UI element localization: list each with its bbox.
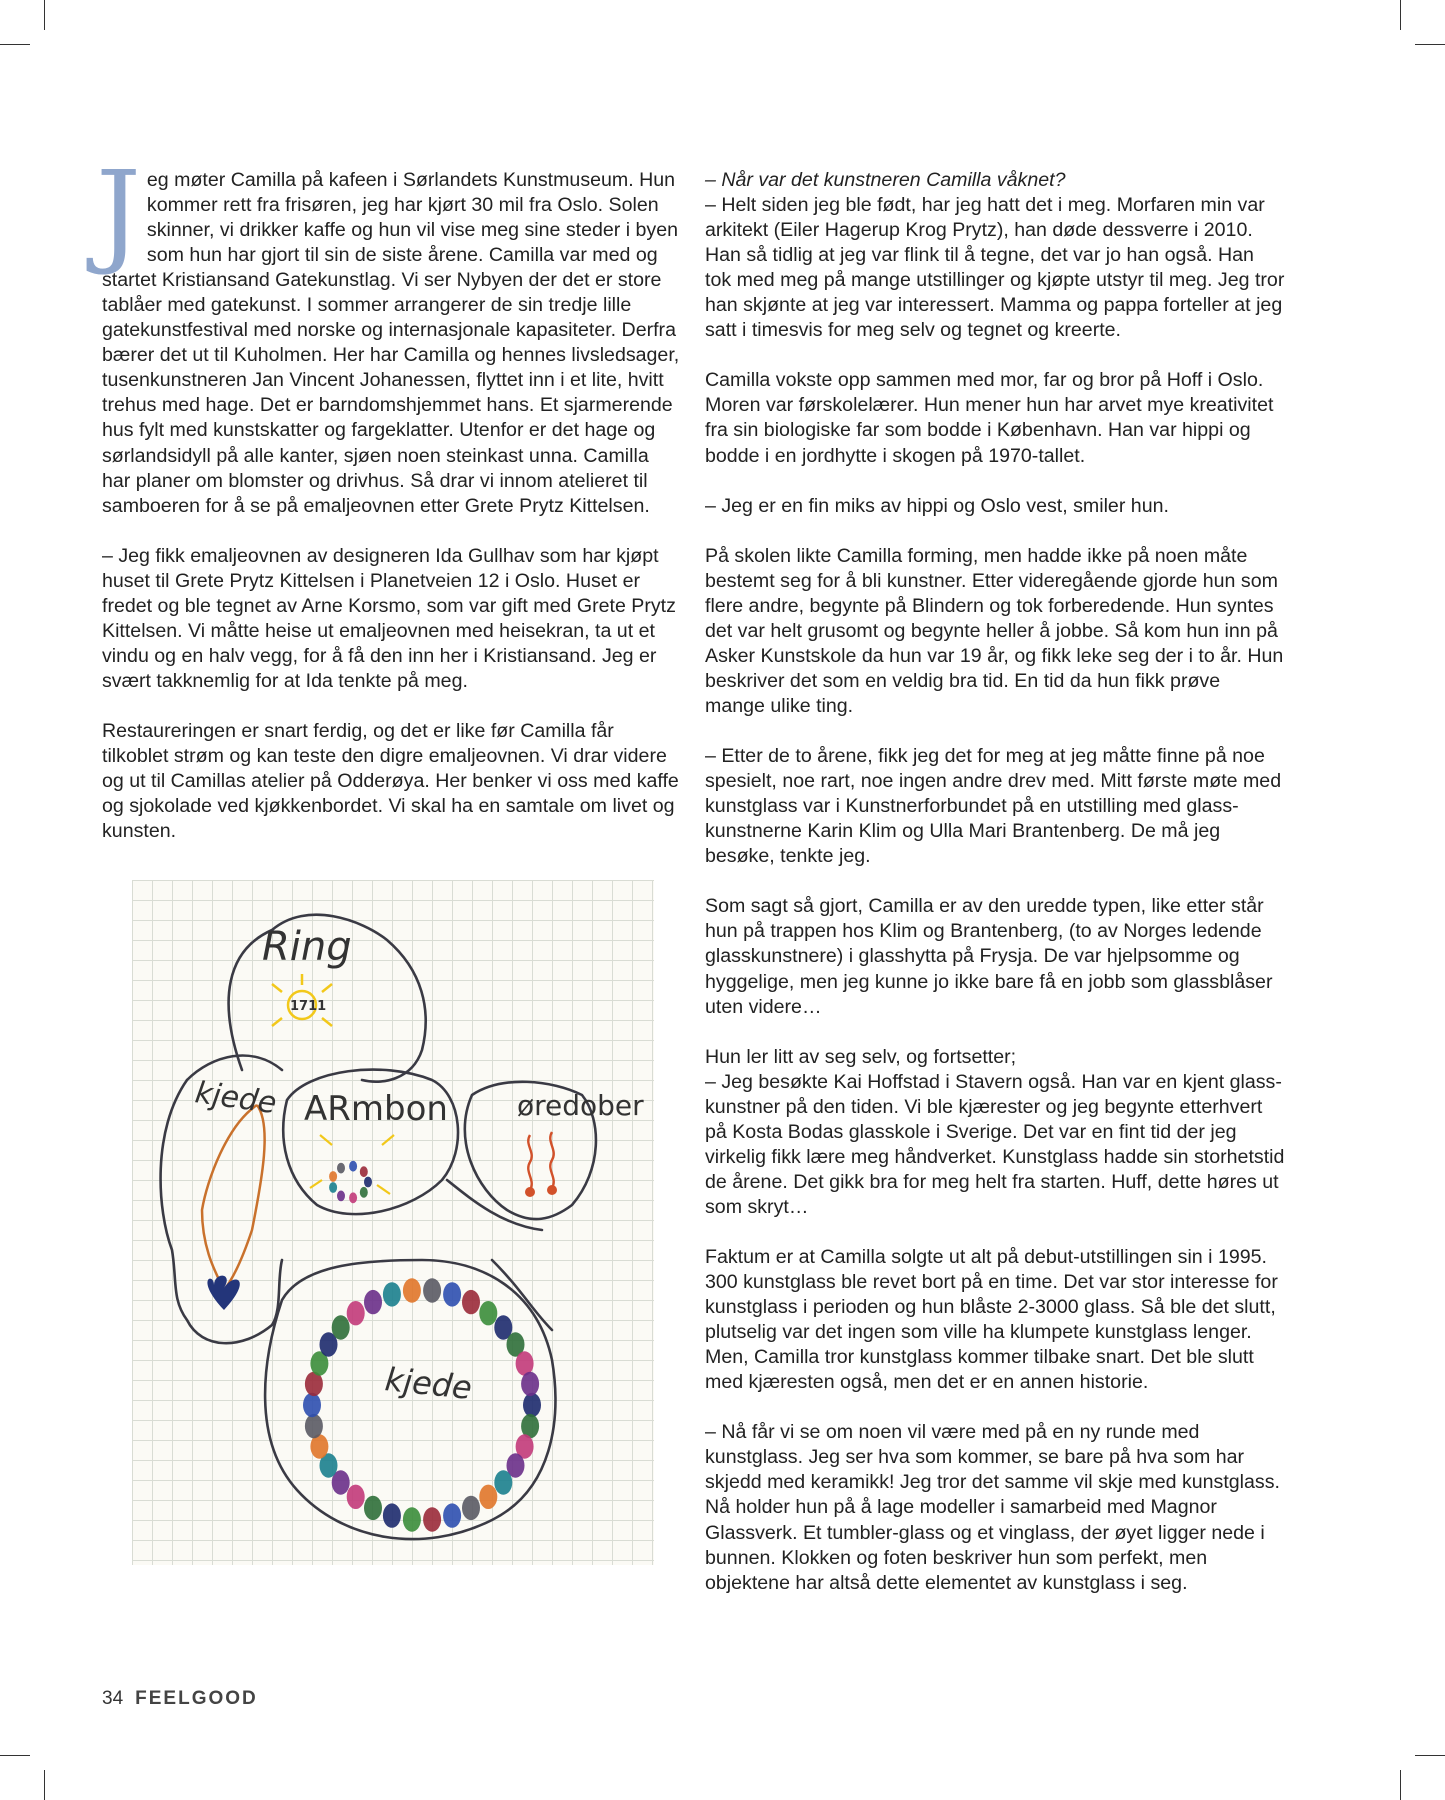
- bead: [347, 1485, 365, 1509]
- article-left-column: [96, 148, 682, 869]
- question-text: – Når var det kunstneren Camilla våknet?: [705, 169, 1066, 191]
- bead: [360, 1187, 368, 1198]
- child-drawing-jewelry: [132, 880, 654, 1565]
- crop-mark: [44, 1770, 45, 1800]
- article-right-column: [705, 168, 1285, 1621]
- bead: [303, 1393, 321, 1417]
- crop-mark: [1400, 0, 1401, 30]
- bead: [332, 1315, 350, 1339]
- drawing-label-armbon: ARmbon: [304, 1089, 448, 1129]
- necklace-beads: [303, 1278, 541, 1531]
- bead: [349, 1161, 357, 1172]
- paragraph: – Nå får vi se om noen vil være med på en ny runde med kunstglass. Jeg ser hva som kommer, se bare på hva som har skjedd med keramikk! Jeg tror det samme vil skje med kunstglass. Nå holder hun på å lage modeller i samarbeid med Magnor Glassverk. Et tumbler-glass og et vinglass, der øyet ligger nede i bunnen. Klokken og foten beskriver hun som perfekt, men objektene har altså dette elementet av kunstglass i seg.: [705, 1421, 1280, 1594]
- bead: [305, 1414, 323, 1438]
- earrings-doodle: [528, 1132, 553, 1190]
- bead: [523, 1393, 541, 1417]
- bead: [443, 1503, 461, 1527]
- crop-mark: [1415, 44, 1445, 45]
- paragraph-text: – Jeg besøkte Kai Hoffstad i Stavern også. Han var en kjent glass-kunstner på den tiden. Vi ble kjærester og jeg begynte etterhvert på Kosta Bodas glasskole i Sverige. Det var en fint tid der jeg virkelig fikk lære meg håndverket. Kunstglass hadde sin storhetstid de årene. Det gikk bra for meg helt fra starten. Huff, dette høres ut som skryt…: [705, 1070, 1285, 1218]
- drawing-label-ring: Ring: [262, 924, 352, 970]
- bead: [347, 1301, 365, 1325]
- bead: [462, 1290, 480, 1314]
- bead: [494, 1470, 512, 1494]
- bead: [329, 1182, 337, 1193]
- bracelet-beads: [329, 1161, 372, 1203]
- answer-text: – Helt siden jeg ble født, har jeg hatt det i meg. Morfaren min var arkitekt (Eiler Hagerup Krog Prytz), han døde dessverre i 2010. Han så tidlig at jeg var flink til å tegne, det var jo han også. Han tok med meg på mange utstillinger og kjøpte utstyr til meg. Jeg tror han skjønte at jeg var interessert. Mamma og pappa forteller at jeg satt i timesvis for meg selv og tegnet og kreerte.: [705, 194, 1285, 342]
- paragraph: – Etter de to årene, fikk jeg det for meg at jeg måtte finne på noe spesielt, noe rart, noe ingen andre drev med. Mitt første møte med kunstglass var i Kunstnerforbundet på en utstilling med glass-kunstnerne Karin Klim og Ulla Mari Brantenberg. De må jeg besøke, tenkte jeg.: [705, 745, 1282, 868]
- paragraph: – Jeg fikk emaljeovnen av designeren Ida Gullhav som har kjøpt huset til Grete Prytz Kittelsen i Planetveien 12 i Oslo. Huset er fredet og ble tegnet av Arne Korsmo, som var gift med Grete Prytz Kittelsen. Vi måtte heise ut emaljeovnen med heisekran, ta ut et vindu og en halv vegg, for å få den inn her i Kristiansand. Jeg er svært takknemlig for at Ida tenkte på meg.: [102, 544, 676, 692]
- bead: [521, 1372, 539, 1396]
- paragraph: Restaureringen er snart ferdig, og det er like før Camilla får tilkoblet strøm og kan teste den digre emaljeovnen. Vi drar videre og ut til Camillas atelier på Odderøya. Her benker vi oss med kaffe og sjokolade ved kjøkkenbordet. Vi skal ha en samtale om livet og kunsten.: [102, 720, 679, 843]
- intro-text: eg møter Camilla på kafeen i Sørlandets Kunstmuseum. Hun kommer rett fra frisøren, jeg har kjørt 30 mil fra Oslo. Solen skinner, vi drikker kaffe og hun vil vise meg sine steder i byen som hun har gjort til sin de siste årene. Camilla var med og startet Kristiansand Gatekunstlag. Vi ser Nybyen der det er store tablåer med gatekunst. I sommer arrangerer de sin tredje lille gatekunstfestival med norske og internasjonale kapasiteter. Derfra bærer det ut til Kuholmen. Her har Camilla og hennes livsledsager, tusenkunstneren Jan Vincent Johanessen, flyttet inn i et lite, hvitt trehus med hage. Det er barndomshjemmet hans. Et sjarmerende hus fylt med kunstskatter og fargeklatter. Utenfor er det hage og sørlandsidyll på alle kanter, sjøen noen steinkast unna. Camilla har planer om blomster og drivhus. Så drar vi innom atelieret til samboeren for å se på emaljeovnen etter Grete Prytz Kittelsen.: [102, 169, 680, 517]
- bead: [479, 1485, 497, 1509]
- bead: [364, 1177, 372, 1188]
- crop-mark: [1415, 1755, 1445, 1756]
- magazine-name: FEELGOOD: [135, 1688, 258, 1709]
- page-number: 34: [102, 1688, 124, 1709]
- page-footer: [102, 1688, 258, 1710]
- crop-mark: [44, 0, 45, 30]
- paragraph-line: Hun ler litt av seg selv, og fortsetter;: [705, 1045, 1017, 1068]
- paragraph: Som sagt så gjort, Camilla er av den uredde typen, like etter står hun på trappen hos Klim og Brantenberg, (to av Norges ledende glasskunstnere) i glasshytta på Frysja. De var hjelpsomme og hyggelige, men jeg kunne jo ikke bare få en jobb som glassblåser uten videre…: [705, 895, 1273, 1018]
- paragraph: Faktum er at Camilla solgte ut alt på debut-utstillingen sin i 1995. 300 kunstglass ble revet bort på en time. Det var stor interesse for kunstglass i perioden og hun blåste 2-3000 glass. Så ble det slutt, plutselig var det ingen som ville ha klumpete kunstglass lenger. Men, Camilla tror kunstglass kommer tilbake snart. Det ble slutt med kjæresten også, men det er en annen historie.: [705, 1246, 1278, 1394]
- bead: [403, 1278, 421, 1302]
- heart-doodle: [207, 1276, 239, 1310]
- question-paragraph: [705, 168, 1285, 343]
- paragraph: Camilla vokste opp sammen med mor, far og bror på Hoff i Oslo. Moren var førskolelærer. Hun mener hun har arvet mye kreativitet fra sin biologiske far som bodde i København. Han var hippi og bodde i en jordhytte i skogen på 1970-tallet.: [705, 369, 1274, 467]
- bead: [479, 1301, 497, 1325]
- bead: [364, 1496, 382, 1520]
- paragraph: På skolen likte Camilla forming, men hadde ikke på noen måte bestemt seg for å bli kunstner. Etter videregående gjorde hun som flere andre, begynte på Blindern og tok forberedende. Hun syntes det var helt grusomt og begynte heller å jobbe. Så kom hun inn på Asker Kunstskole da hun var 19 år, og fikk leke seg der i to år. Hun beskriver det som en veldig bra tid. En tid da hun fikk prøve mange ulike ting.: [705, 544, 1284, 717]
- bead: [462, 1496, 480, 1520]
- bead: [349, 1192, 357, 1203]
- bead: [329, 1171, 337, 1182]
- crop-mark: [1400, 1770, 1401, 1800]
- bead: [403, 1507, 421, 1531]
- crop-mark: [0, 1755, 30, 1756]
- intro-paragraph: [96, 148, 682, 519]
- drop-cap: J: [96, 148, 141, 278]
- bead: [337, 1191, 345, 1202]
- bead: [423, 1507, 441, 1531]
- bead: [423, 1278, 441, 1302]
- bead: [360, 1166, 368, 1177]
- drawing-label-small: 1711: [290, 999, 327, 1014]
- bead: [337, 1163, 345, 1174]
- bead: [383, 1282, 401, 1306]
- drawing-label-kjede-top: kjede: [192, 1075, 279, 1122]
- crop-mark: [0, 44, 30, 45]
- bead: [364, 1290, 382, 1314]
- drawing-label-kjede-center: kjede: [383, 1360, 474, 1408]
- paragraph: – Jeg er en fin miks av hippi og Oslo vest, smiler hun.: [705, 494, 1169, 517]
- paragraph-group: [705, 1045, 1285, 1220]
- drawing-label-oredober: øredober: [517, 1089, 644, 1122]
- bead: [443, 1282, 461, 1306]
- bead: [383, 1503, 401, 1527]
